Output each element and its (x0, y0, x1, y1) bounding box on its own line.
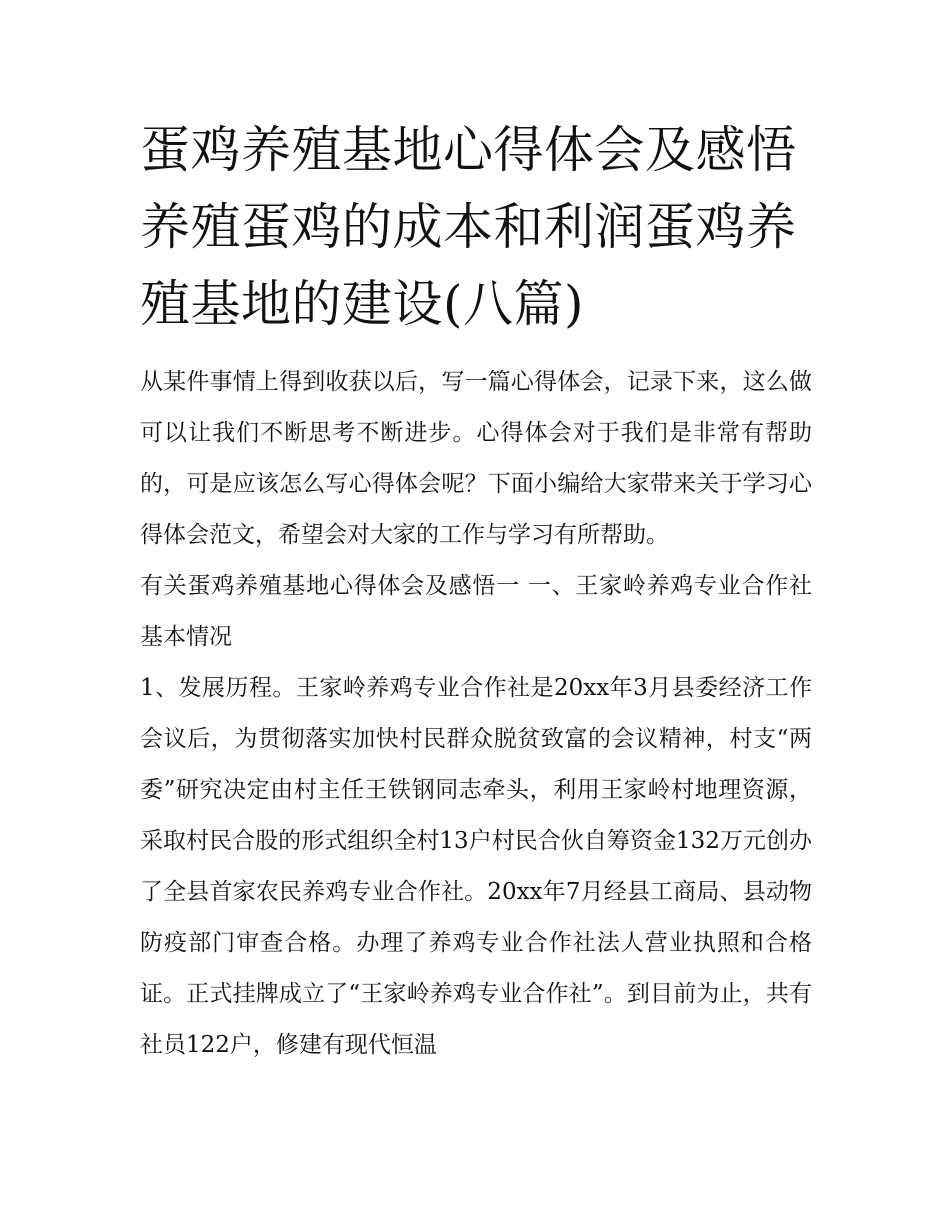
intro-paragraph: 从某件事情上得到收获以后，写一篇心得体会，记录下来，这么做可以让我们不断思考不断进步。心得体会对于我们是非常有帮助的，可是应该怎么写心得体会呢？下面小编给大家带来关于学习心得体会范文，希望会对大家的工作与学习有所帮助。 (140, 369, 812, 548)
document-title: 蛋鸡养殖基地心得体会及感悟养殖蛋鸡的成本和利润蛋鸡养殖基地的建设(八篇) (140, 121, 797, 333)
development-history-paragraph: 1、发展历程。王家岭养鸡专业合作社是20xx年3月县委经济工作会议后，为贯彻落实加快村民群众脱贫致富的会议精神，村支“两委”研究决定由村主任王铁钢同志牵头，利用王家岭村地理资源，采取村民合股的形式组织全村13户村民合伙自筹资金132万元创办了全县首家农民养鸡专业合作社。20xx年7月经县工商局、县动物防疫部门审查合格。办理了养鸡专业合作社法人营业执照和合格证。正式挂牌成立了“王家岭养鸡专业合作社”。到目前为止，共有社员122户，修建有现代恒温 (140, 675, 812, 1058)
section-heading-paragraph: 有关蛋鸡养殖基地心得体会及感悟一 一、王家岭养鸡专业合作社基本情况 (140, 573, 812, 650)
document-page (140, 112, 812, 1071)
